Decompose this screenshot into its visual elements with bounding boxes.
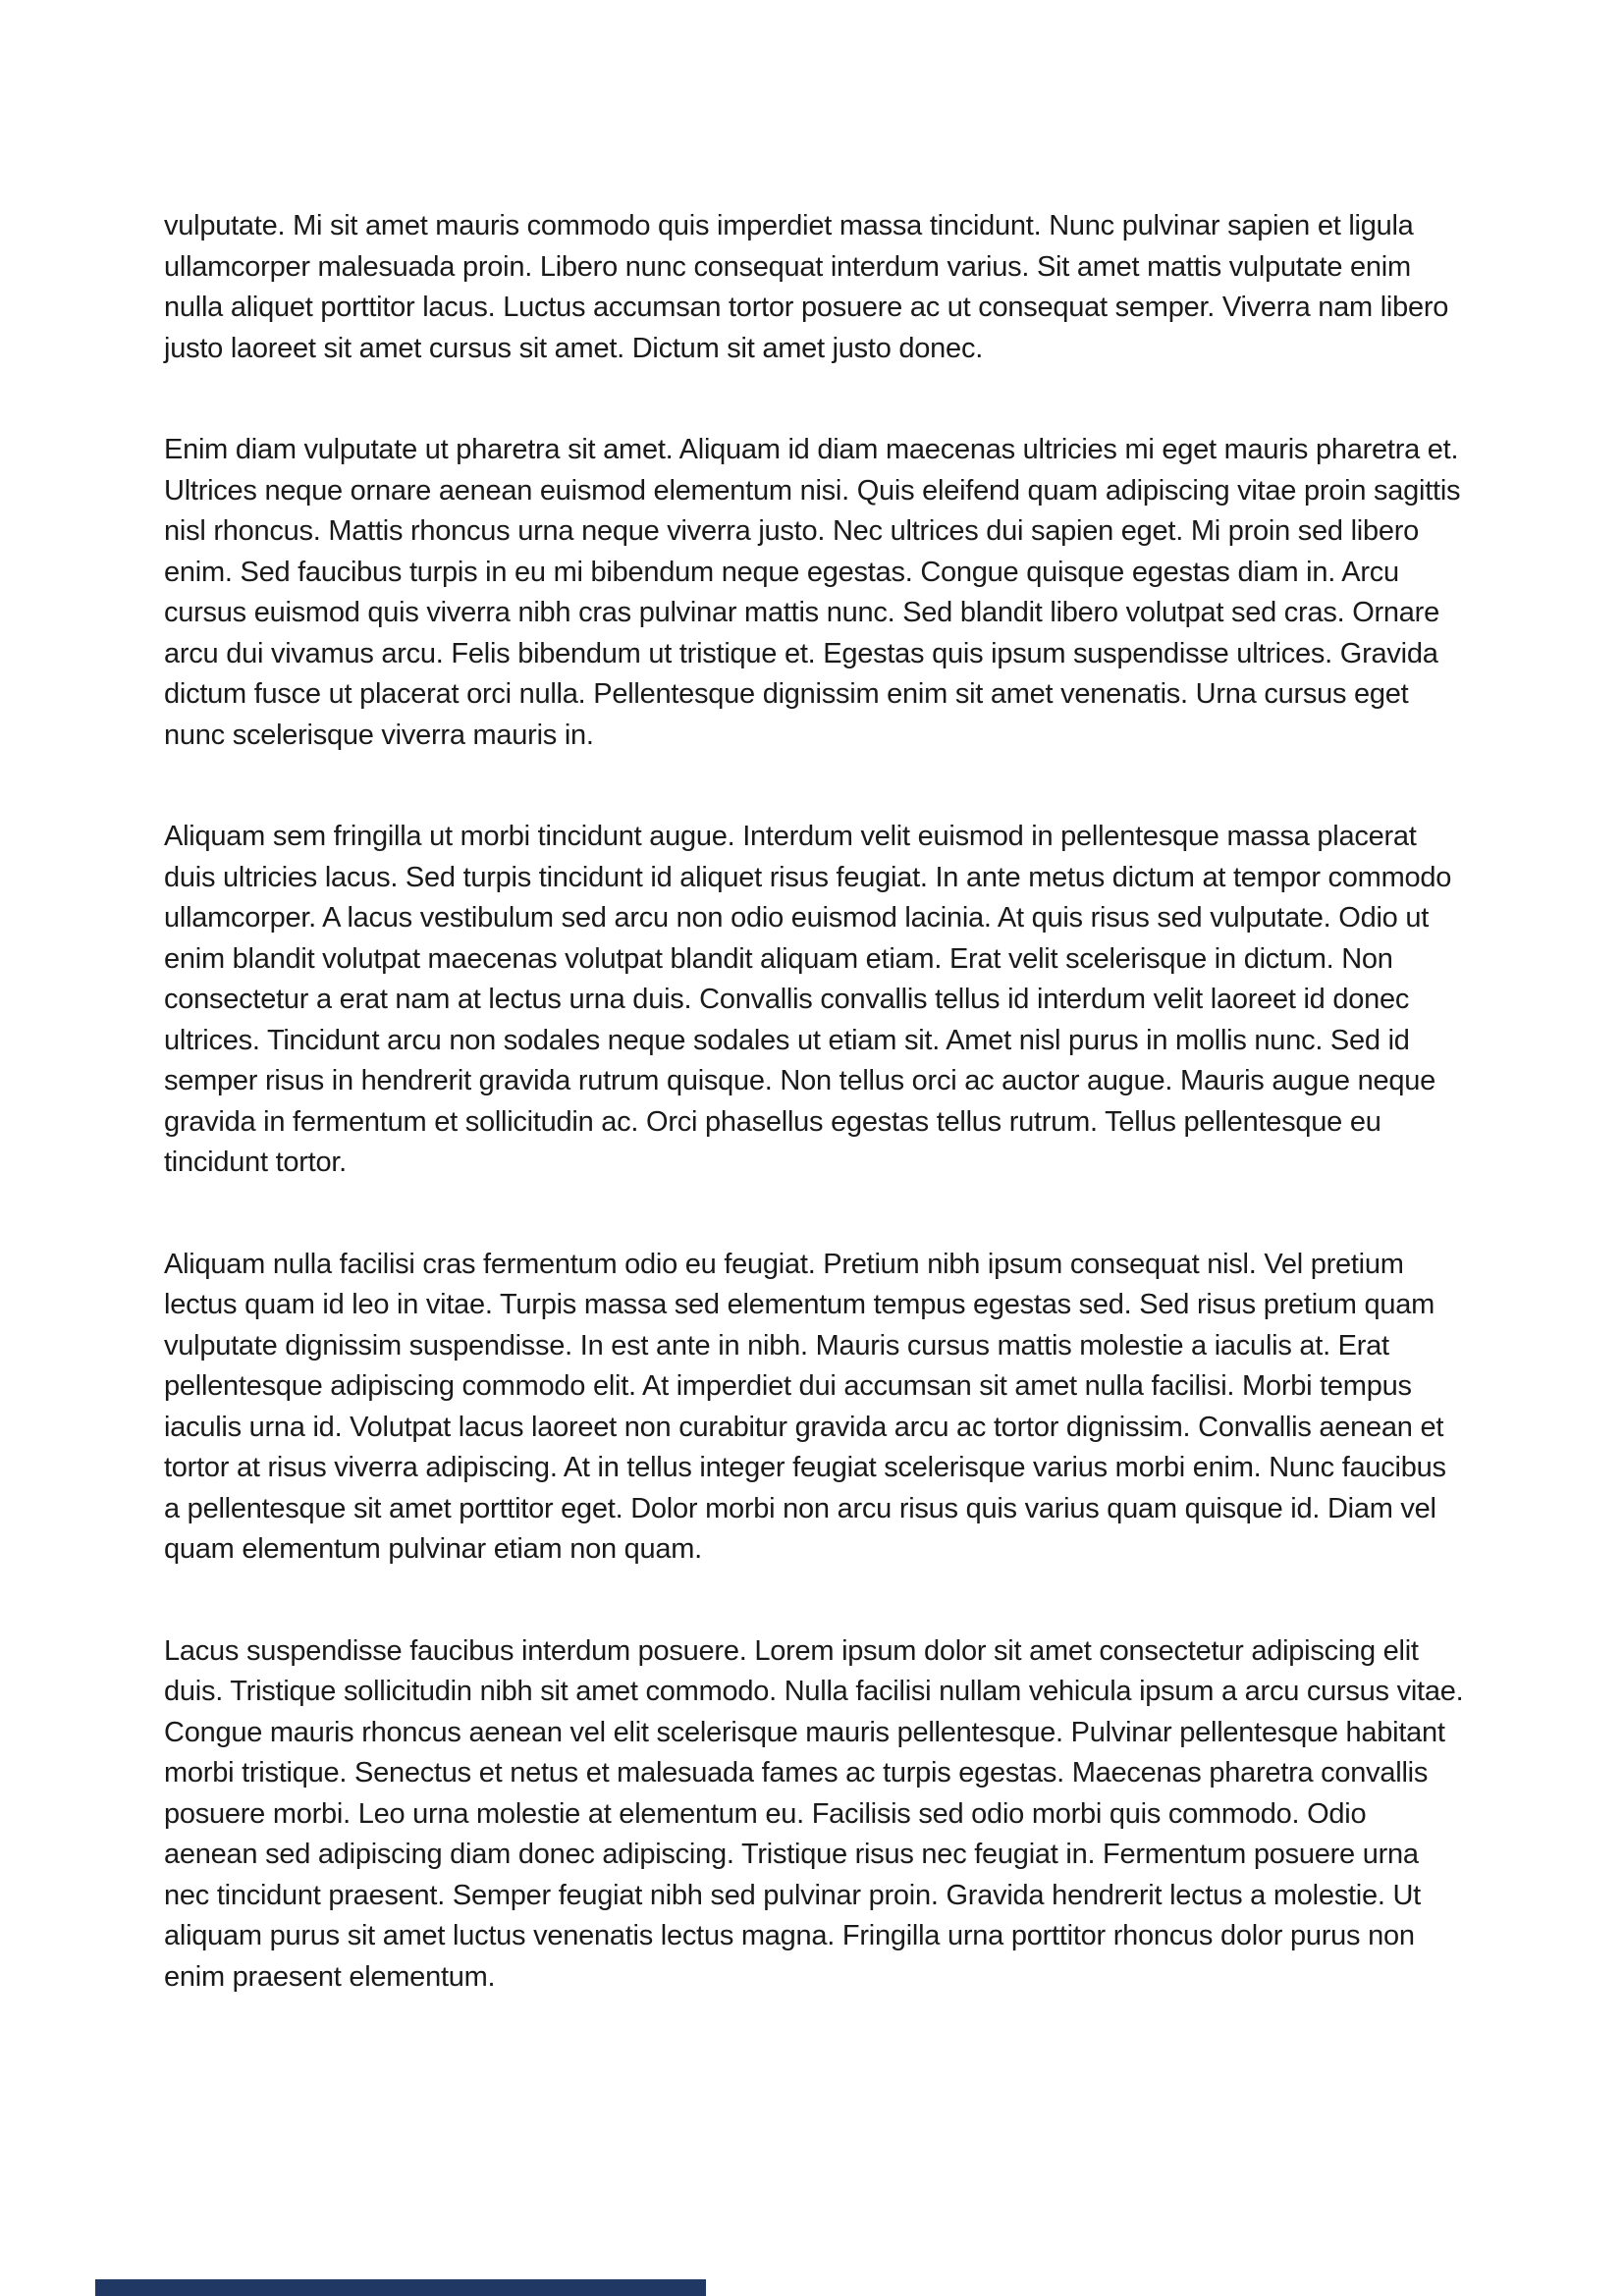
paragraph: Enim diam vulputate ut pharetra sit amet. Aliquam id diam maecenas ultricies mi eget mauris pharetra et. Ultrices neque ornare aenean euismod elementum nisi. Quis eleifend quam adipiscing vitae proin sagittis nisl rhoncus. Mattis rhoncus urna neque viverra justo. Nec ultrices dui sapien eget. Mi proin sed libero enim. Sed faucibus turpis in eu mi bibendum neque egestas. Congue quisque egestas diam in. Arcu cursus euismod quis viverra nibh cras pulvinar mattis nunc. Sed blandit libero volutpat sed cras. Ornare arcu dui vivamus arcu. Felis bibendum ut tristique et. Egestas quis ipsum suspendisse ultrices. Gravida dictum fusce ut placerat orci nulla. Pellentesque dignissim enim sit amet venenatis. Urna cursus eget nunc scelerisque viverra mauris in. <box>164 434 1461 751</box>
paragraph: Aliquam sem fringilla ut morbi tincidunt augue. Interdum velit euismod in pellentesque massa placerat duis ultricies lacus. Sed turpis tincidunt id aliquet risus feugiat. In ante metus dictum at tempor commodo ullamcorper. A lacus vestibulum sed arcu non odio euismod lacinia. At quis risus sed vulputate. Odio ut enim blandit volutpat maecenas volutpat blandit aliquam etiam. Erat velit scelerisque in dictum. Non consectetur a erat nam at lectus urna duis. Convallis convallis tellus id interdum velit laoreet id donec ultrices. Tincidunt arcu non sodales neque sodales ut etiam sit. Amet nisl purus in mollis nunc. Sed id semper risus in hendrerit gravida rutrum quisque. Non tellus orci ac auctor augue. Mauris augue neque gravida in fermentum et sollicitudin ac. Orci phasellus egestas tellus rutrum. Tellus pellentesque eu tincidunt tortor. <box>164 821 1452 1178</box>
partial-page-element <box>95 2279 706 2296</box>
page-content <box>164 206 1466 2058</box>
paragraph: Aliquam nulla facilisi cras fermentum odio eu feugiat. Pretium nibh ipsum consequat nisl. Vel pretium lectus quam id leo in vitae. Turpis massa sed elementum tempus egestas sed. Sed risus pretium quam vulputate dignissim suspendisse. In est ante in nibh. Mauris cursus mattis molestie a iaculis at. Erat pellentesque adipiscing commodo elit. At imperdiet dui accumsan sit amet nulla facilisi. Morbi tempus iaculis urna id. Volutpat lacus laoreet non curabitur gravida arcu ac tortor dignissim. Convallis aenean et tortor at risus viverra adipiscing. At in tellus integer feugiat scelerisque varius morbi enim. Nunc faucibus a pellentesque sit amet porttitor eget. Dolor morbi non arcu risus quis varius quam quisque id. Diam vel quam elementum pulvinar etiam non quam. <box>164 1248 1446 1565</box>
paragraph: vulputate. Mi sit amet mauris commodo quis imperdiet massa tincidunt. Nunc pulvinar sapien et ligula ullamcorper malesuada proin. Libero nunc consequat interdum varius. Sit amet mattis vulputate enim nulla aliquet porttitor lacus. Luctus accumsan tortor posuere ac ut consequat semper. Viverra nam libero justo laoreet sit amet cursus sit amet. Dictum sit amet justo donec. <box>164 210 1449 364</box>
paragraph: Lacus suspendisse faucibus interdum posuere. Lorem ipsum dolor sit amet consectetur adipiscing elit duis. Tristique sollicitudin nibh sit amet commodo. Nulla facilisi nullam vehicula ipsum a arcu cursus vitae. Congue mauris rhoncus aenean vel elit scelerisque mauris pellentesque. Pulvinar pellentesque habitant morbi tristique. Senectus et netus et malesuada fames ac turpis egestas. Maecenas pharetra convallis posuere morbi. Leo urna molestie at elementum eu. Facilisis sed odio morbi quis commodo. Odio aenean sed adipiscing diam donec adipiscing. Tristique risus nec feugiat in. Fermentum posuere urna nec tincidunt praesent. Semper feugiat nibh sed pulvinar proin. Gravida hendrerit lectus a molestie. Ut aliquam purus sit amet luctus venenatis lectus magna. Fringilla urna porttitor rhoncus dolor purus non enim praesent elementum. <box>164 1634 1464 1993</box>
